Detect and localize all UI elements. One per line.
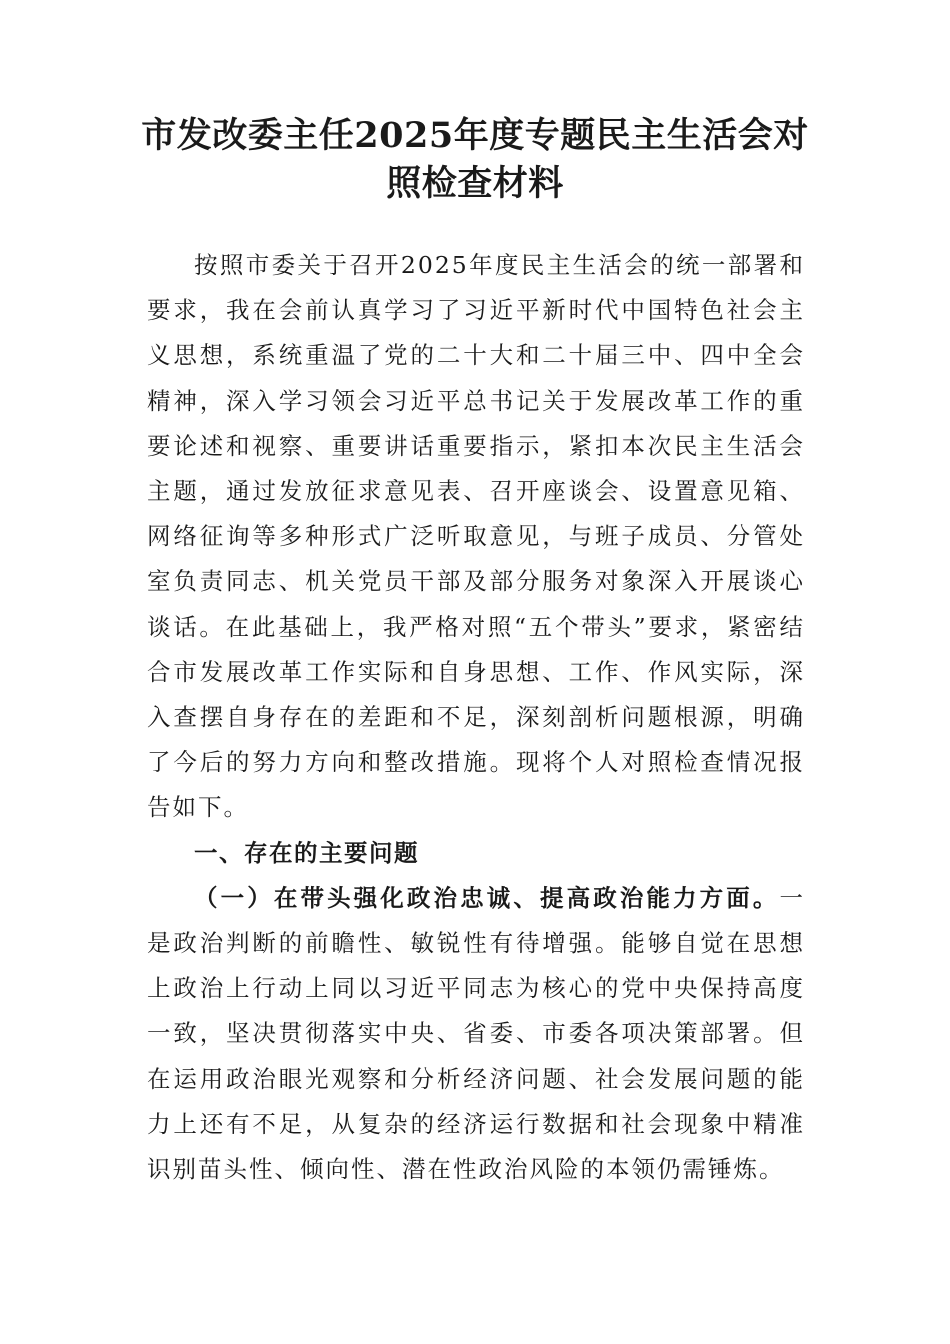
subsection-lead: （一）在带头强化政治忠诚、提高政治能力方面。 bbox=[194, 883, 780, 912]
subsection-paragraph bbox=[147, 876, 805, 1192]
subsection-text: 一是政治判断的前瞻性、敏锐性有待增强。能够自觉在思想上政治上行动上同以习近平同志为核心的党中央保持高度一致，坚决贯彻落实中央、省委、市委各项决策部署。但在运用政治眼光观察和分析经济问题、社会发展问题的能力上还有不足，从复杂的经济运行数据和社会现象中精准识别苗头性、倾向性、潜在性政治风险的本领仍需锤炼。 bbox=[147, 883, 805, 1184]
intro-paragraph: 按照市委关于召开2025年度民主生活会的统一部署和要求，我在会前认真学习了习近平新时代中国特色社会主义思想，系统重温了党的二十大和二十届三中、四中全会精神，深入学习领会习近平总书记关于发展改革工作的重要论述和视察、重要讲话重要指示，紧扣本次民主生活会主题，通过发放征求意见表、召开座谈会、设置意见箱、网络征询等多种形式广泛听取意见，与班子成员、分管处室负责同志、机关党员干部及部分服务对象深入开展谈心谈话。在此基础上，我严格对照“五个带头”要求，紧密结合市发展改革工作实际和自身思想、工作、作风实际，深入查摆自身存在的差距和不足，深刻剖析问题根源，明确了今后的努力方向和整改措施。现将个人对照检查情况报告如下。 bbox=[147, 251, 805, 822]
document-body bbox=[147, 243, 805, 1192]
title-line-1: 市发改委主任2025年度专题民主生活会对 bbox=[141, 115, 809, 156]
document-title bbox=[140, 112, 810, 208]
title-line-2: 照检查材料 bbox=[386, 163, 564, 204]
section-heading: 一、存在的主要问题 bbox=[194, 838, 419, 867]
